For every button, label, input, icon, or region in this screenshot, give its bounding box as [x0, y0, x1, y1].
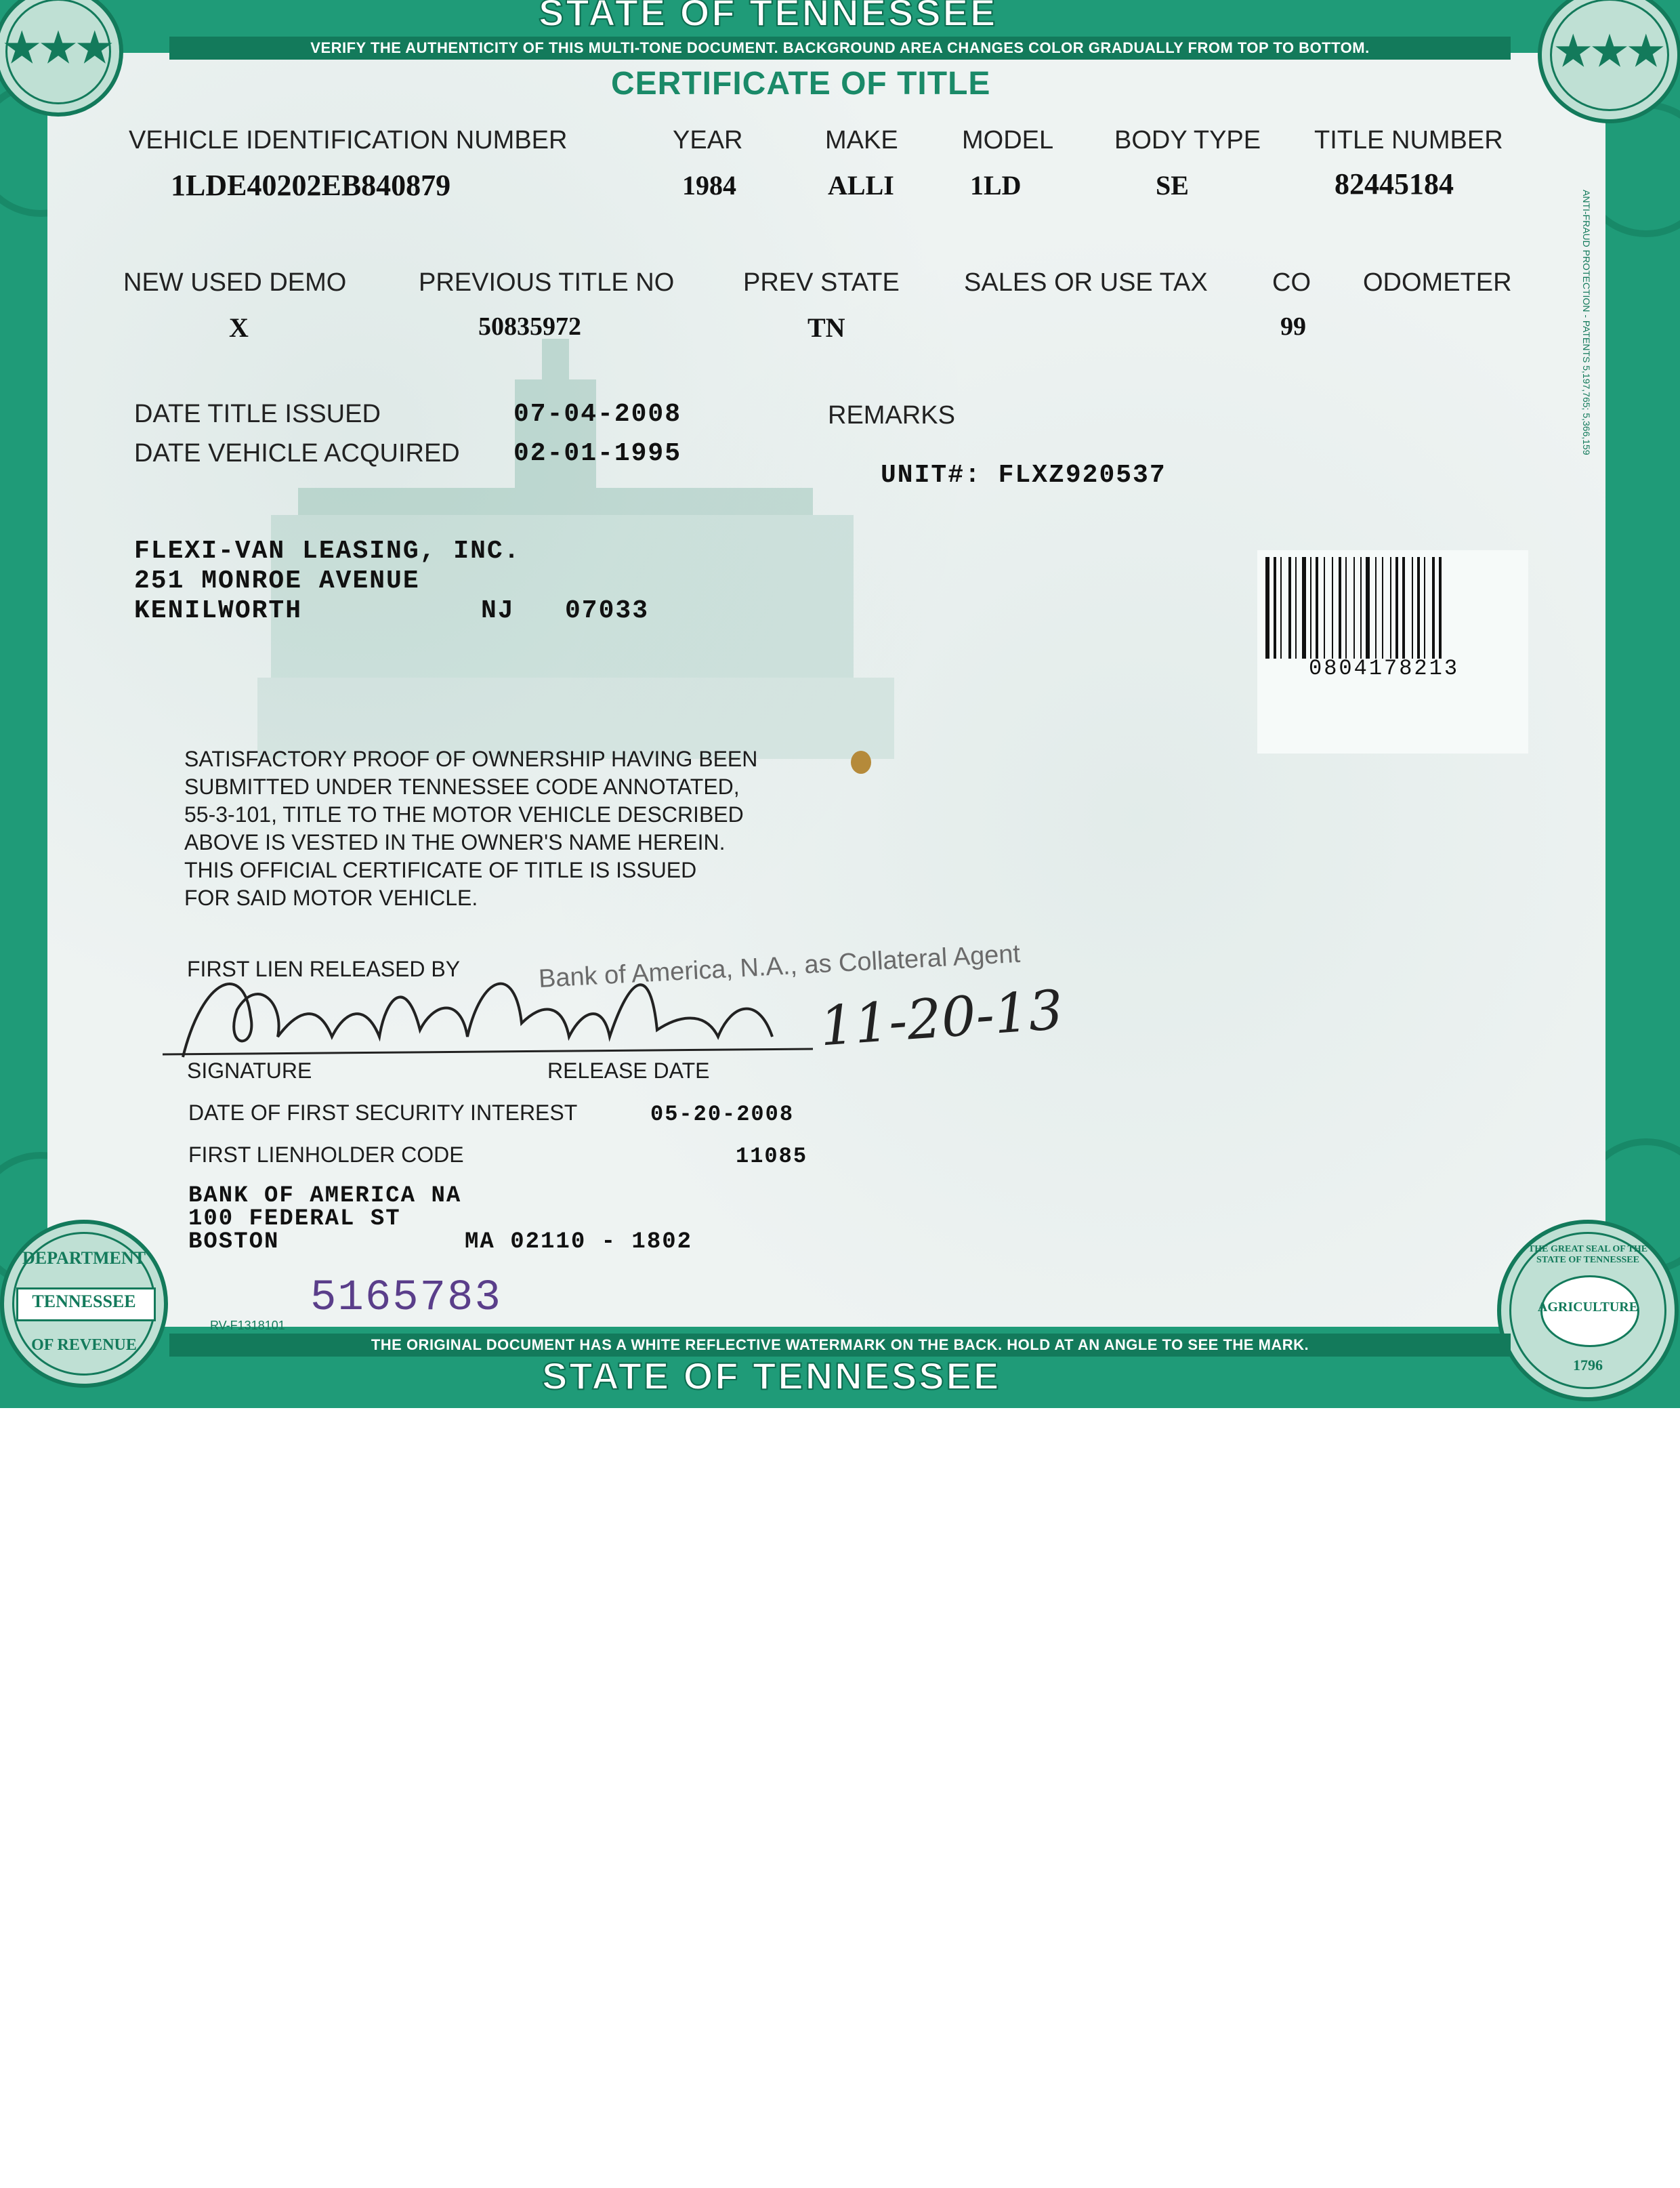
barcode-number: 0804178213	[1309, 656, 1460, 681]
bank-release-stamp: Bank of America, N.A., as Collateral Agent	[538, 939, 1022, 993]
verify-notice-strip	[169, 37, 1511, 60]
stars-icon: ★★★	[3, 26, 113, 70]
year-label: YEAR	[673, 126, 743, 154]
barcode-bar	[1353, 557, 1355, 659]
prev-state-value: TN	[807, 312, 845, 343]
barcode-bar	[1402, 557, 1405, 659]
owner-name: FLEXI-VAN LEASING, INC.	[134, 537, 521, 566]
seal-middle-text: TENNESSEE	[32, 1292, 136, 1311]
security-interest-label: DATE OF FIRST SECURITY INTEREST	[188, 1100, 578, 1125]
signature-label: SIGNATURE	[187, 1058, 312, 1083]
used-mark: X	[229, 312, 249, 343]
previous-title-label: PREVIOUS TITLE NO	[419, 268, 675, 297]
document-title: CERTIFICATE OF TITLE	[611, 66, 991, 102]
statement-line: FOR SAID MOTOR VEHICLE.	[184, 886, 478, 910]
control-number: 5165783	[310, 1274, 502, 1323]
barcode-bar	[1324, 557, 1325, 659]
remarks-label: REMARKS	[828, 401, 955, 430]
barcode-bar	[1310, 557, 1311, 659]
model-value: 1LD	[970, 170, 1022, 201]
sales-tax-label: SALES OR USE TAX	[964, 268, 1208, 297]
new-used-demo-label: NEW USED DEMO	[123, 268, 347, 297]
state-banner-top: STATE OF TENNESSEE	[539, 0, 998, 34]
date-issued-label: DATE TITLE ISSUED	[134, 400, 381, 428]
watermark-notice: THE ORIGINAL DOCUMENT HAS A WHITE REFLECTIVE WATERMARK ON THE BACK. HOLD AT AN ANGLE TO SEE THE MARK.	[371, 1336, 1309, 1353]
seal-bottom-text: OF REVENUE	[31, 1336, 137, 1354]
owner-city: KENILWORTH	[134, 596, 303, 625]
ownership-statement	[184, 745, 757, 912]
department-of-revenue-seal	[0, 1220, 168, 1388]
model-label: MODEL	[962, 126, 1054, 154]
previous-title-value: 50835972	[478, 312, 581, 341]
lienholder-state-zip: MA 02110 - 1802	[465, 1229, 693, 1255]
lienholder-city: BOSTON	[188, 1229, 280, 1255]
barcode-bar	[1382, 557, 1383, 659]
remarks-value: UNIT#: FLXZ920537	[881, 461, 1167, 490]
barcode-panel	[1257, 550, 1528, 754]
owner-street: 251 MONROE AVENUE	[134, 566, 420, 596]
statement-line: SATISFACTORY PROOF OF OWNERSHIP HAVING BEEN	[184, 747, 758, 771]
great-seal-year: 1796	[1573, 1357, 1603, 1374]
barcode-bar	[1274, 557, 1276, 659]
vin-value: 1LDE40202EB840879	[171, 169, 451, 202]
county-value: 99	[1280, 312, 1306, 341]
watermark-notice-strip	[169, 1334, 1511, 1357]
lien-released-label: FIRST LIEN RELEASED BY	[187, 957, 461, 981]
barcode-bar	[1280, 557, 1282, 659]
barcode-bar	[1439, 557, 1442, 659]
make-label: MAKE	[825, 126, 898, 154]
barcode-bar	[1339, 557, 1341, 659]
great-seal-ring-text: THE GREAT SEAL OF THE STATE OF TENNESSEE	[1528, 1244, 1648, 1265]
stars-icon: ★★★	[1555, 29, 1664, 74]
prev-state-label: PREV STATE	[743, 268, 900, 297]
barcode-bar	[1332, 557, 1333, 659]
barcode-bar	[1366, 557, 1370, 659]
odometer-label: ODOMETER	[1363, 268, 1512, 297]
body-type-label: BODY TYPE	[1114, 126, 1261, 154]
barcode-bar	[1412, 557, 1413, 659]
county-label: CO	[1272, 268, 1311, 297]
date-acquired-label: DATE VEHICLE ACQUIRED	[134, 439, 460, 468]
lienholder-street: 100 FEDERAL ST	[188, 1206, 401, 1232]
great-seal-of-tennessee	[1497, 1220, 1679, 1401]
barcode-bar	[1360, 557, 1362, 659]
barcode-bar	[1345, 557, 1347, 659]
state-banner-bottom: STATE OF TENNESSEE	[542, 1355, 1001, 1397]
statement-line: ABOVE IS VESTED IN THE OWNER'S NAME HEREIN.	[184, 830, 726, 854]
barcode-bar	[1288, 557, 1291, 659]
barcode-bar	[1316, 557, 1318, 659]
body-type-value: SE	[1156, 170, 1189, 201]
date-acquired-value: 02-01-1995	[513, 439, 682, 468]
barcode	[1265, 557, 1526, 659]
barcode-bar	[1395, 557, 1398, 659]
barcode-bar	[1295, 557, 1297, 659]
title-number-value: 82445184	[1335, 167, 1454, 201]
handwritten-release-date: 11-20-13	[818, 978, 1066, 1058]
great-seal-center-text: AGRICULTURE	[1537, 1300, 1639, 1315]
barcode-bar	[1265, 557, 1269, 659]
year-value: 1984	[682, 170, 736, 201]
make-value: ALLI	[828, 170, 894, 201]
form-number: RV-F1318101	[210, 1319, 285, 1332]
lienholder-name: BANK OF AMERICA NA	[188, 1183, 462, 1209]
owner-state: NJ	[481, 596, 515, 625]
date-issued-value: 07-04-2008	[513, 400, 682, 429]
vin-label: VEHICLE IDENTIFICATION NUMBER	[129, 126, 568, 154]
title-number-label: TITLE NUMBER	[1314, 126, 1503, 154]
security-interest-date: 05-20-2008	[650, 1102, 795, 1127]
release-date-label: RELEASE DATE	[547, 1058, 710, 1083]
lienholder-code-label: FIRST LIENHOLDER CODE	[188, 1142, 464, 1167]
barcode-bar	[1390, 557, 1391, 659]
ink-stain	[851, 751, 871, 774]
statement-line: THIS OFFICIAL CERTIFICATE OF TITLE IS ISSUED	[184, 858, 697, 882]
anti-fraud-side-notice: ANTI-FRAUD PROTECTION - PATENTS 5,197,765; 5,366,159	[1581, 190, 1592, 455]
seal-top-text: DEPARTMENT	[22, 1248, 146, 1268]
barcode-bar	[1417, 557, 1420, 659]
statement-line: SUBMITTED UNDER TENNESSEE CODE ANNOTATED,	[184, 775, 740, 799]
barcode-bar	[1302, 557, 1306, 659]
verify-notice: VERIFY THE AUTHENTICITY OF THIS MULTI-TONE DOCUMENT. BACKGROUND AREA CHANGES COLOR GRADUALLY FROM TOP TO BOTTOM.	[310, 39, 1370, 56]
statement-line: 55-3-101, TITLE TO THE MOTOR VEHICLE DESCRIBED	[184, 802, 744, 827]
barcode-bar	[1424, 557, 1425, 659]
lienholder-code-value: 11085	[736, 1144, 808, 1169]
owner-zip: 07033	[565, 596, 650, 625]
barcode-bar	[1432, 557, 1435, 659]
barcode-bar	[1375, 557, 1377, 659]
